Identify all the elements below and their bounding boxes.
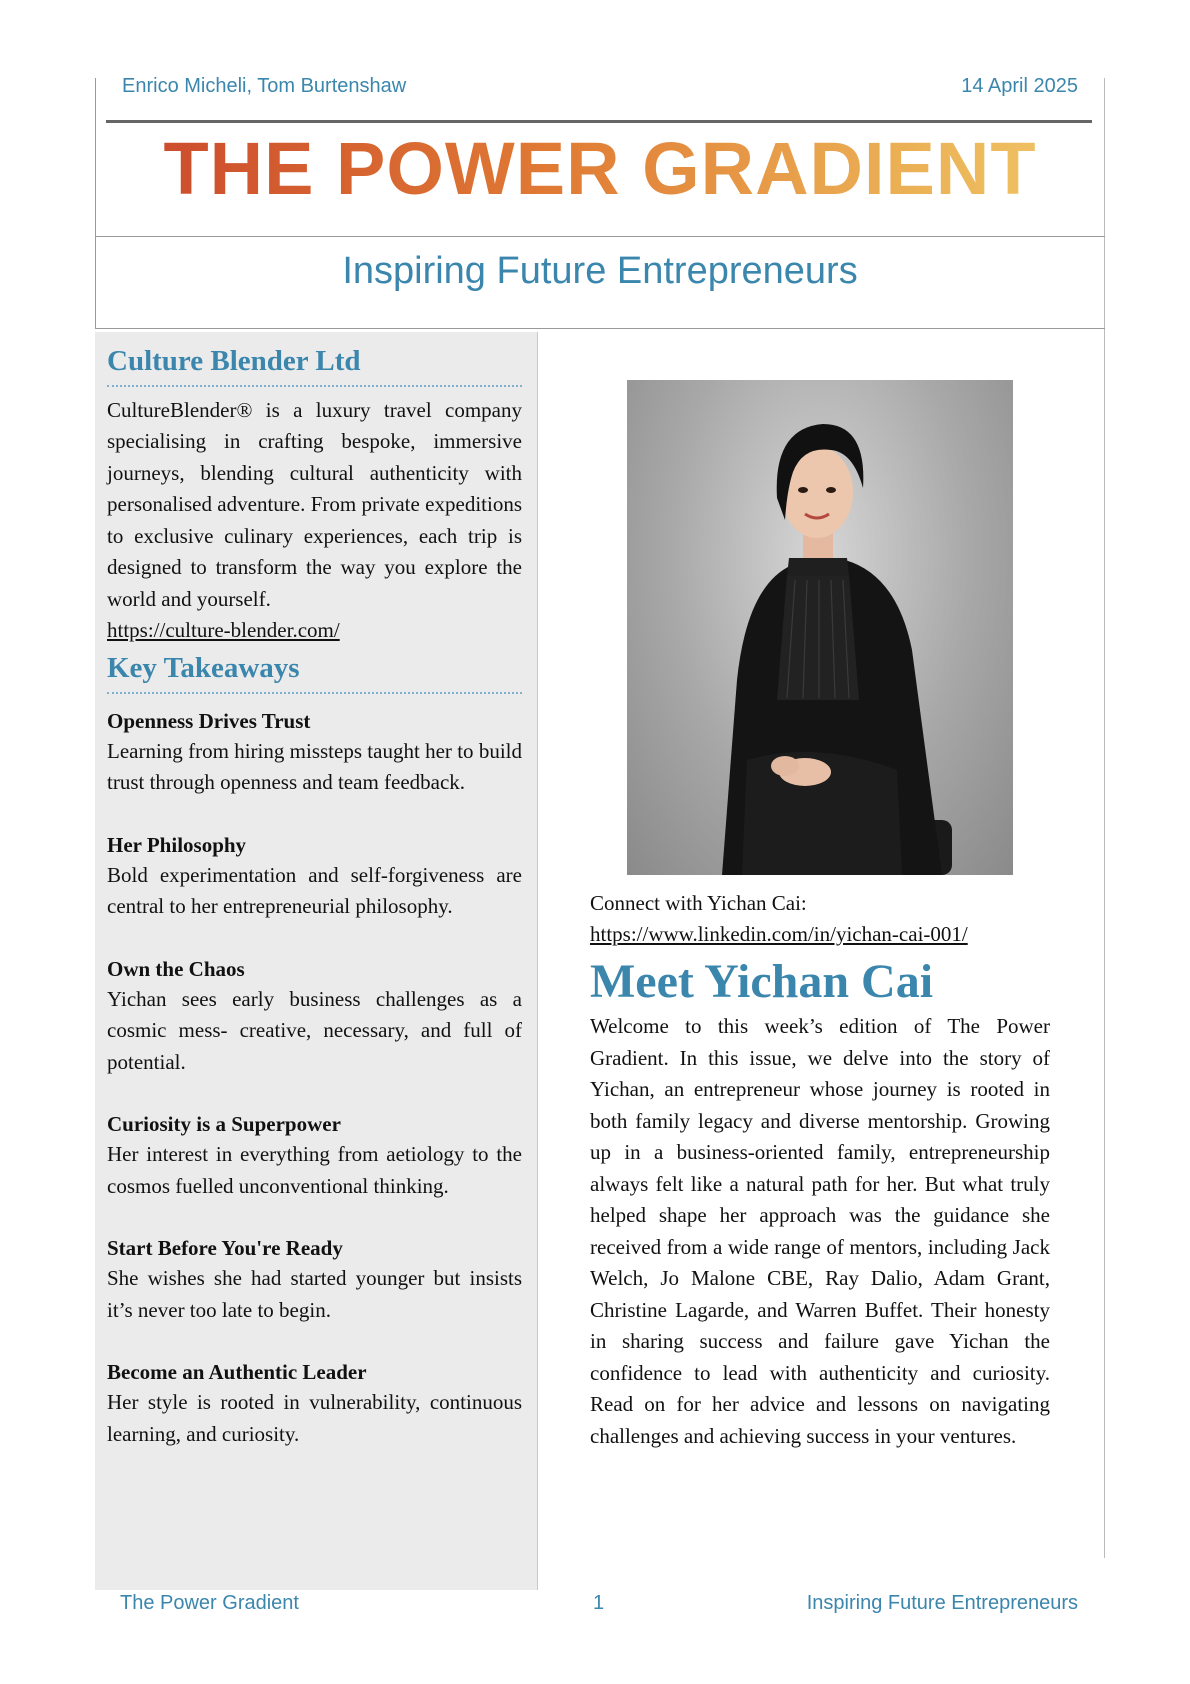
takeaway-title: Own the Chaos [107,956,245,981]
takeaway-item [107,706,522,799]
takeaway-title: Her Philosophy [107,832,247,857]
takeaway-body: Her style is rooted in vulnerability, continuous learning, and curiosity. [107,1390,522,1446]
portrait-illustration [627,380,1013,875]
takeaway-title: Curiosity is a Superpower [107,1112,341,1137]
header-date: 14 April 2025 [961,75,1078,97]
takeaways-heading: Key Takeaways [107,651,522,694]
takeaway-body: Learning from hiring missteps taught her to build trust through openness and team feedback. [107,738,522,795]
takeaway-body: She wishes she had started younger but insists it’s never too late to begin. [107,1266,522,1322]
connect-label: Connect with Yichan Cai: [590,891,807,915]
takeaway-body: Yichan sees early business challenges as a cosmic mess- creative, necessary, and full of potential. [107,986,522,1074]
footer-page-number: 1 [593,1592,605,1614]
takeaways-list [107,706,522,1451]
takeaway-item [107,1357,522,1450]
tagline: Inspiring Future Entrepreneurs [342,250,858,292]
article-body: Welcome to this week’s edition of The Power Gradient. In this issue, we delve into the story of Yichan, an entrepreneur whose journey is rooted in both family legacy and diverse mentorship. Growing up in a business-oriented family, entrepreneurship always felt like a natural path for her. But what truly helped shape her approach was the guidance she received from a wide range of mentors, including Jack Welch, Jo Malone CBE, Ray Dalio, Adam Grant, Christine Lagarde, and Warren Buffet. Their honesty in sharing success and failure gave Yichan the confidence to lead with authenticity and curiosity. Read on for her advice and lessons on navigating challenges and achieving success in your ventures. [590,1014,1050,1448]
article-title: Meet Yichan Cai [590,955,934,1008]
footer-tagline: Inspiring Future Entrepreneurs [806,1592,1078,1614]
company-description: CultureBlender® is a luxury travel company specialising in crafting bespoke, immersive journeys, blending cultural authenticity with personalised adventure. From private expeditions to exclusive culinary experiences, each trip is designed to transform the way you explore the world and yourself. [107,397,522,611]
linkedin-link[interactable]: https://www.linkedin.com/in/yichan-cai-001/ [590,922,968,946]
masthead-top-rule [106,120,1092,123]
takeaway-title: Openness Drives Trust [107,708,311,733]
masthead-bottom-rule [95,236,1105,237]
frame-rule-right [1104,78,1105,1558]
header-authors: Enrico Micheli, Tom Burtenshaw [122,75,407,97]
sidebar [95,332,538,1590]
takeaway-item [107,1233,522,1326]
takeaway-title: Become an Authentic Leader [107,1360,367,1385]
takeaway-body: Her interest in everything from aetiology to the cosmos fuelled unconventional thinking. [107,1142,522,1198]
footer-publication: The Power Gradient [120,1592,299,1614]
takeaway-item [107,1109,522,1202]
sidebar-content [107,344,522,1481]
takeaway-title: Start Before You're Ready [107,1236,343,1261]
takeaway-item [107,830,522,923]
takeaway-body: Bold experimentation and self-forgiveness are central to her entrepreneurial philosophy. [107,862,522,919]
tagline-bottom-rule [95,328,1105,329]
company-link[interactable]: https://culture-blender.com/ [107,618,340,643]
masthead-title: THE POWER GRADIENT [95,128,1105,209]
company-heading: Culture Blender Ltd [107,344,522,387]
portrait-photo [627,380,1013,875]
takeaway-item [107,954,522,1079]
